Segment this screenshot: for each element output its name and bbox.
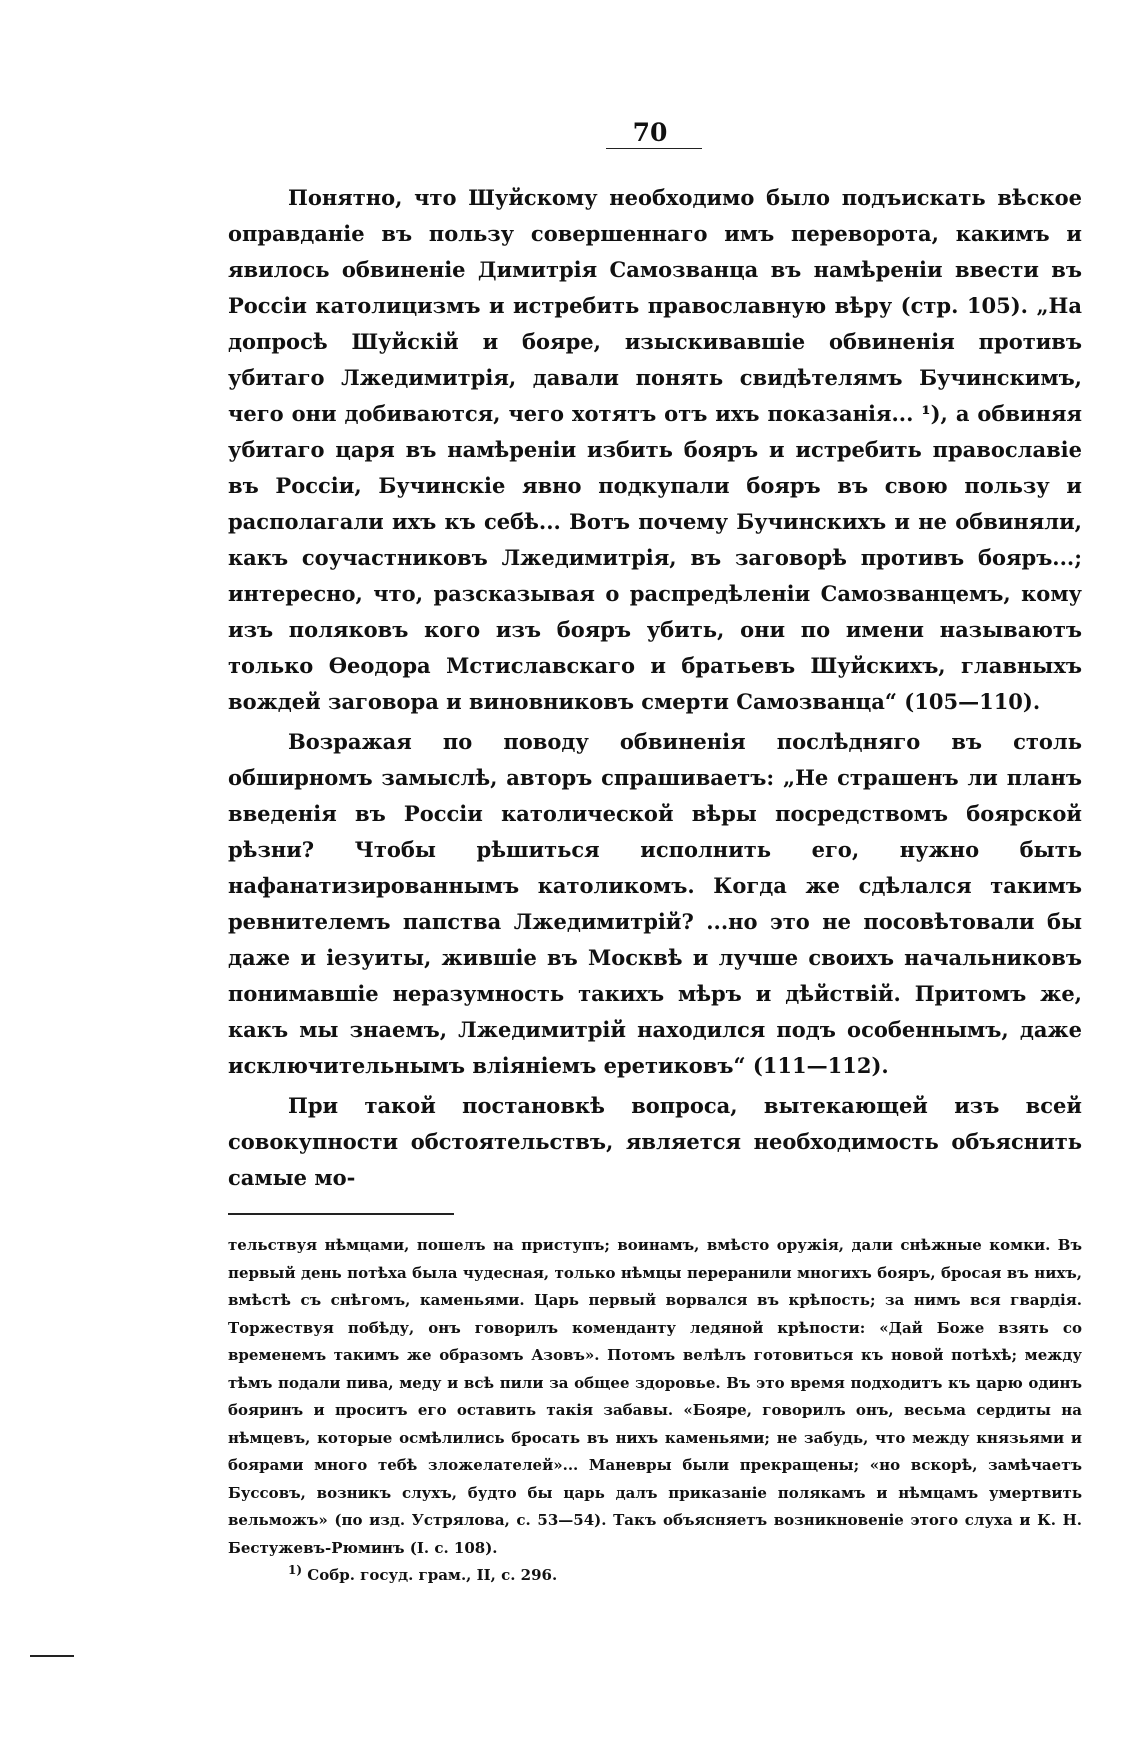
paragraph-3: При такой постановкѣ вопроса, вытекающей изъ всей совокупности обстоятельствъ, является необходимость объяснить самые мо- — [228, 1093, 1082, 1190]
footnote-1-text: Собр. госуд. грам., II, с. 296. — [302, 1566, 558, 1584]
footnotes — [228, 1232, 1082, 1590]
margin-dash — [30, 1655, 74, 1657]
main-text — [228, 180, 1082, 1196]
page-number: 70 — [632, 118, 668, 147]
paragraph-2: Возражая по поводу обвиненія послѣдняго въ столь обширномъ замыслѣ, авторъ спрашиваетъ: „Не страшенъ ли планъ введенія въ Россіи католической вѣры посредствомъ боярской рѣзни? Чтобы рѣшиться исполнить его, нужно быть нафанатизированнымъ католикомъ. Когда же сдѣлался такимъ ревнителемъ папства Лжедимитрій? ...но это не посовѣтовали бы даже и іезуиты, жившіе въ Москвѣ и лучше своихъ начальниковъ понимавшіе неразумность такихъ мѣръ и дѣйствій. Притомъ же, какъ мы знаемъ, Лжедимитрій находился подъ особеннымъ, даже исключительнымъ вліяніемъ еретиковъ“ (111—112). — [228, 729, 1082, 1078]
footnote-1-marker: 1) — [288, 1563, 303, 1577]
paragraph-1: Понятно, что Шуйскому необходимо было подъискать вѣское оправданіе въ пользу совершеннаго имъ переворота, какимъ и явилось обвиненіе Димитрія Самозванца въ намѣреніи ввести въ Россіи католицизмъ и истребить православную вѣру (стр. 105). „На допросѣ Шуйскій и бояре, изыскивавшіе обвиненія противъ убитаго Лжедимитрія, давали понять свидѣтелямъ Бучинскимъ, чего они добиваются, чего хотятъ отъ ихъ показанія... ¹), а обвиняя убитаго царя въ намѣреніи избить бояръ и истребить православіе въ Россіи, Бучинскіе явно подкупали бояръ въ свою пользу и располагали ихъ къ себѣ... Вотъ почему Бучинскихъ и не обвиняли, какъ соучастниковъ Лжедимитрія, въ заговорѣ противъ бояръ...; интересно, что, разсказывая о распредѣленіи Самозванцемъ, кому изъ поляковъ кого изъ бояръ убить, они по имени называютъ только Ѳеодора Мстиславскаго и братьевъ Шуйскихъ, главныхъ вождей заговора и виновниковъ смерти Самозванца“ (105—110). — [228, 185, 1082, 714]
footnote-1 — [228, 1562, 1082, 1590]
footnote-continuation: тельствуя нѣмцами, пошелъ на приступъ; воинамъ, вмѣсто оружія, дали снѣжные комки. Въ первый день потѣха была чудесная, только нѣмцы переранили многихъ бояръ, бросая въ нихъ, вмѣстѣ съ снѣгомъ, каменьями. Царь первый ворвался въ крѣпость; за нимъ вся гвардія. Торжествуя побѣду, онъ говорилъ коменданту ледяной крѣпости: «Дай Боже взять со временемъ такимъ же образомъ Азовъ». Потомъ велѣлъ готовиться къ новой потѣхѣ; между тѣмъ подали пива, меду и всѣ пили за общее здоровье. Въ это время подходитъ къ царю одинъ бояринъ и проситъ его оставить такія забавы. «Бояре, говорилъ онъ, весьма сердиты на нѣмцевъ, которые осмѣлились бросать въ нихъ каменьями; не забудь, что между князьями и боярами много тебѣ зложелателей»... Маневры были прекращены; «но вскорѣ, замѣчаетъ Буссовъ, возникъ слухъ, будто бы царь далъ приказаніе полякамъ и нѣмцамъ умертвить вельможъ» (по изд. Устрялова, с. 53—54). Такъ объясняетъ возникновеніе этого слуха и К. Н. Бестужевъ-Рюминъ (І. с. 108). — [228, 1236, 1082, 1557]
page-number-rule — [606, 148, 702, 149]
footnote-separator — [228, 1213, 454, 1215]
